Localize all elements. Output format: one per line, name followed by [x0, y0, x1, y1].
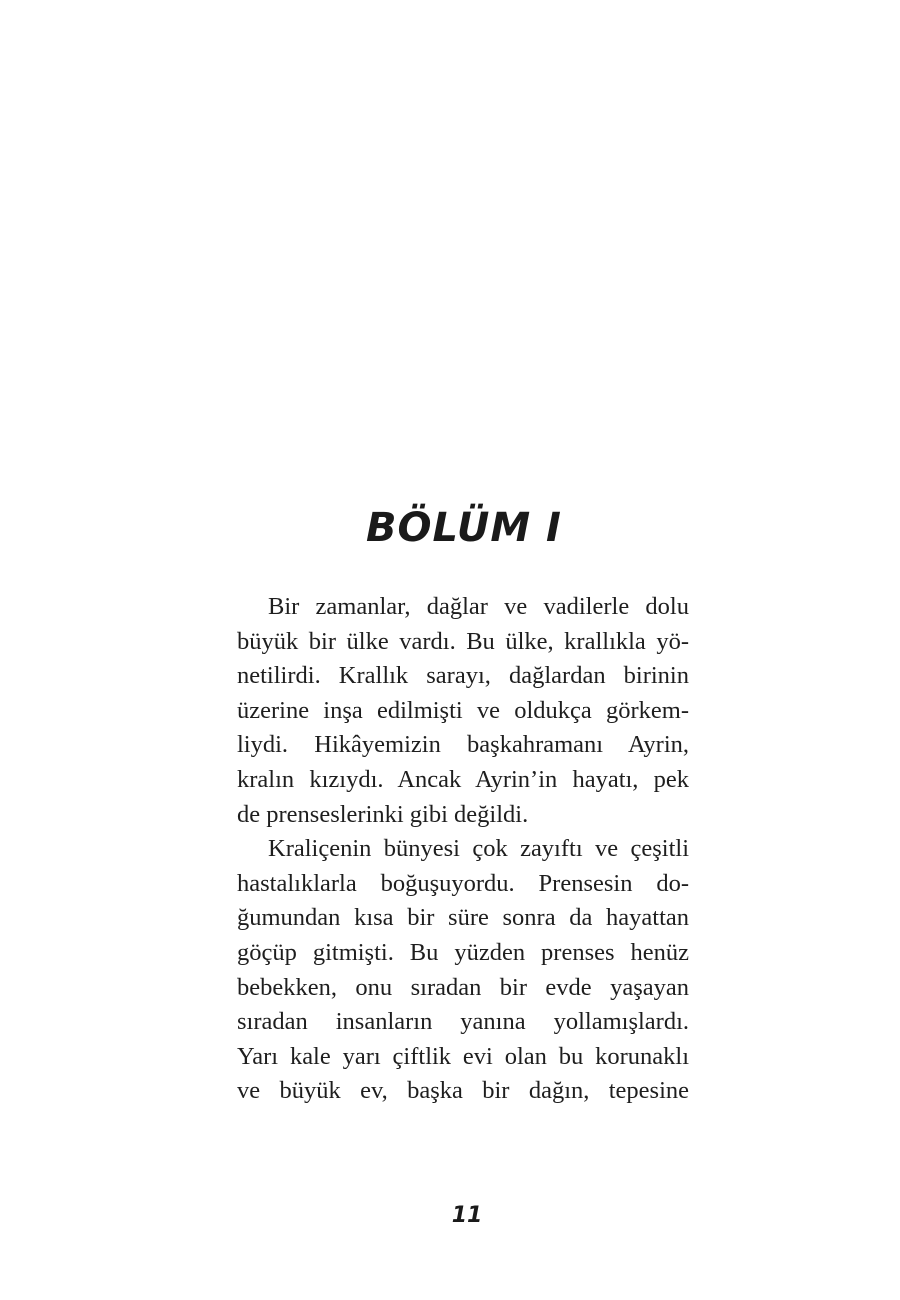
paragraph-2-line-7: Yarı kale yarı çiftlik evi olan bu korunaklı: [237, 1042, 689, 1070]
paragraph-1-line-7: de prenseslerinki gibi değildi.: [237, 800, 529, 828]
paragraph-1-line-4: üzerine inşa edilmişti ve oldukça görkem-: [237, 696, 689, 724]
paragraph-2-line-1: Kraliçenin bünyesi çok zayıftı ve çeşitli: [268, 835, 689, 863]
paragraph-2-line-3: ğumundan kısa bir süre sonra da hayattan: [237, 904, 689, 932]
paragraph-1-line-1: Bir zamanlar, dağlar ve vadilerle dolu: [268, 593, 689, 620]
body-text: [237, 590, 689, 1109]
page-number: 11: [451, 1203, 483, 1228]
paragraph-1-line-6: kralın kızıydı. Ancak Ayrin’in hayatı, pek: [237, 765, 689, 793]
paragraph-2-line-8: ve büyük ev, başka bir dağın, tepesine: [237, 1077, 689, 1105]
paragraph-2-line-5: bebekken, onu sıradan bir evde yaşayan: [237, 973, 689, 1001]
paragraph-1-line-3: netilirdi. Krallık sarayı, dağlardan birinin: [237, 662, 689, 690]
paragraph-2-line-4: göçüp gitmişti. Bu yüzden prenses henüz: [237, 938, 689, 966]
chapter-title: BÖLÜM I: [366, 505, 562, 551]
paragraph-2-line-6: sıradan insanların yanına yollamışlardı.: [237, 1008, 689, 1036]
paragraph-2-line-2: hastalıklarla boğuşuyordu. Prensesin do-: [237, 869, 689, 897]
paragraph-1-line-2: büyük bir ülke vardı. Bu ülke, krallıkla yö-: [237, 627, 689, 655]
paragraph-1-line-5: liydi. Hikâyemizin başkahramanı Ayrin,: [237, 731, 689, 759]
